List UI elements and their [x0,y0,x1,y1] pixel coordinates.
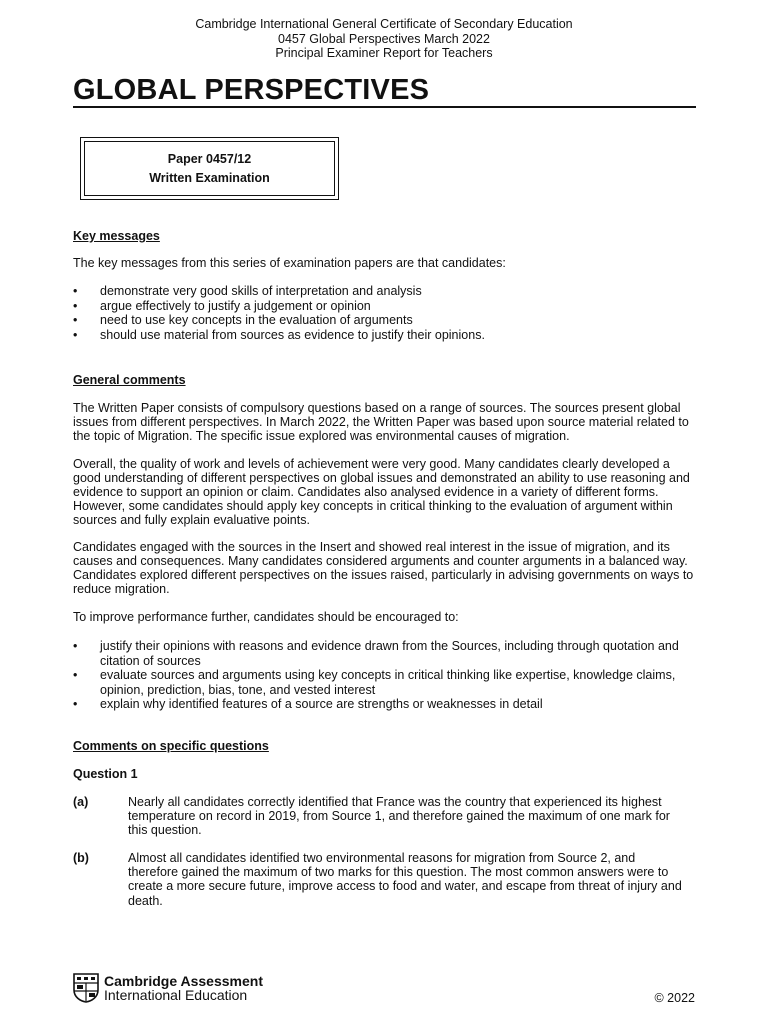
logo-line-1: Cambridge Assessment [104,973,263,989]
list-item: • evaluate sources and arguments using key concepts in critical thinking like expertise, knowledge claims, opinion, prediction, bias, tone, and vested interest [73,668,676,697]
key-messages-intro: The key messages from this series of examination papers are that candidates: [73,256,506,270]
part-text: Almost all candidates identified two environmental reasons for migration from Source 2, and therefore gained the maximum of two marks for this question. The most common answers were to create a more secure future, improve access to food and water, and escape from threat of injury and death. [128,851,682,908]
header-line-3: Principal Examiner Report for Teachers [275,46,493,60]
crest-icon [73,973,99,1003]
general-comments-para-3: Candidates engaged with the sources in the Insert and showed real interest in the issue of migration, and its causes and consequences. Many candidates considered arguments and counter arguments in a balanced way. Candidates explored different perspectives on the issues raised, particularly in advising governments on ways to reduce migration. [73,540,694,596]
logo-line-2: International Education [104,987,248,1003]
paper-type: Written Examination [149,171,270,185]
key-messages-heading: Key messages [73,229,160,243]
list-item: • explain why identified features of a source are strengths or weaknesses in detail [73,697,543,711]
header-line-1: Cambridge International General Certificate of Secondary Education [195,17,573,31]
general-comments-para-1: The Written Paper consists of compulsory questions based on a range of sources. The sources present global issues from different perspectives. In March 2022, the Written Paper was based upon source material related to the topic of Migration. The specific issue explored was environmental causes of migration. [73,401,689,443]
copyright: © 2022 [654,991,695,1005]
list-item: • justify their opinions with reasons and evidence drawn from the Sources, including through quotation and citation of sources [73,639,679,668]
part-text: Nearly all candidates correctly identified that France was the country that experienced its highest temperature on record in 2019, from Source 1, and therefore gained the maximum of one mark for this question. [128,795,670,838]
paper-code: Paper 0457/12 [167,152,252,166]
title-divider [73,106,696,108]
list-item: • need to use key concepts in the evaluation of arguments [73,313,413,327]
question-part-b [73,851,698,908]
page-title: GLOBAL PERSPECTIVES [73,74,430,106]
header-line-2: 0457 Global Perspectives March 2022 [278,31,490,46]
question-part-a [73,795,698,838]
report-header [0,17,768,61]
part-label: (a) [73,795,89,809]
key-messages-section [73,229,698,342]
general-comments-para-2: Overall, the quality of work and levels of achievement were very good. Many candidates clearly developed a good understanding of different perspectives on global issues and demonstrated an ability to use reasoning and evidence to support an opinion or claim. Candidates also analysed evidence in a variety of different forms. However, some candidates should apply key concepts in critical thinking to the evaluation of argument within sources and fully explain evaluative points. [73,457,690,527]
specific-questions-heading: Comments on specific questions [73,739,269,753]
list-item: • demonstrate very good skills of interpretation and analysis [73,284,422,298]
list-item: • should use material from sources as evidence to justify their opinions. [73,327,485,342]
paper-box [80,137,339,200]
key-messages-list [73,284,698,342]
improvement-list [73,639,698,712]
list-item: • argue effectively to justify a judgement or opinion [73,298,371,313]
general-comments-heading: General comments [73,373,186,387]
cambridge-logo [73,973,263,1003]
part-label: (b) [73,851,89,865]
question-heading: Question 1 [73,767,138,781]
general-comments-para-4: To improve performance further, candidates should be encouraged to: [73,610,459,624]
